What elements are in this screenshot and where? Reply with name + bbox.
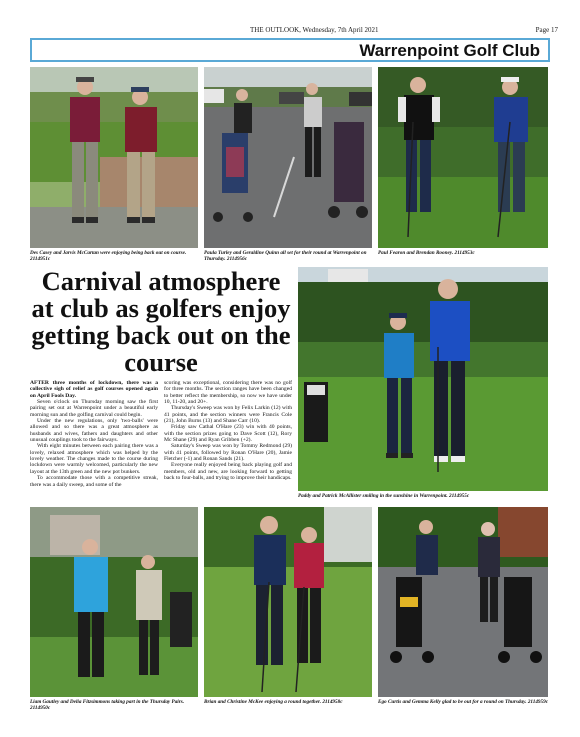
- caption-photo2: Paula Turley and Geraldine Quinn all set for their round at Warrenpoint on Thursday. 2114956c: [204, 250, 367, 263]
- article-paragraph: To accommodate those with a competitive streak, there was a daily sweep, and some of the: [30, 475, 158, 488]
- article-paragraph: Thursday's Sweep was won by Felix Larkin (12) with 41 points, and the section winners were Francis Cole (21), John Burns (13) and Shane Carr (10).: [164, 405, 292, 425]
- caption-photo7: Ego Curtis and Gemma Kelly glad to be out for a round on Thursday. 2114959c: [378, 699, 549, 705]
- section-banner: [30, 38, 550, 62]
- caption-photo3: Paul Fearon and Brendan Rooney. 2114953c: [378, 250, 475, 256]
- article-paragraph: With eight minutes between each pairing there was a lovely, relaxed atmosphere which was helped by the lovely weather. The changes made to the course during lockdown were warmly welcomed, particularly the new layout at the 13th green and the new pot bunkers.: [30, 443, 158, 475]
- article-column-2: [164, 380, 292, 482]
- photo-gautley-fitzsimmons: [30, 507, 198, 697]
- article-column-1: [30, 380, 158, 488]
- photo-turley-quinn: [204, 67, 372, 248]
- banner-title: Warrenpoint Golf Club: [359, 41, 540, 60]
- article-lead: AFTER three months of lockdown, there was a collective sigh of relief as golf courses opened again on April Fools Day.: [30, 380, 158, 399]
- caption-photo1: Des Casey and Jarvis McCartan were enjoying being back out on course. 2114951c: [30, 250, 187, 263]
- photo-mcallister: [298, 267, 548, 491]
- article-paragraph: Seven o'clock on Thursday morning saw the first pairing set out at Warrenpoint under a beautiful early morning sun and the golfing carnival could begin.: [30, 399, 158, 418]
- page-number: Page 17: [535, 26, 558, 34]
- caption-photo5: Liam Gautley and Delia Fitzsimmons taking part in the Thursday Pairs. 2114950c: [30, 699, 185, 712]
- photo-mckee: [204, 507, 372, 697]
- article-paragraph: Saturday's Sweep was won by Tommy Redmond (29) with 41 points, followed by Ronan O'Hare (20), Jamie Fletcher (-1) and Ronan Sands (21).: [164, 443, 292, 463]
- article-paragraph: Friday saw Cathal O'Hare (23) win with 40 points, with the section prizes going to Dave Scott (12), Rory Mc Shane (29) and Ryan Gribben (+2).: [164, 424, 292, 444]
- article-paragraph: Under the new regulations, only 'two-balls' were allowed and so there was a great atmosphere as husbands and wives, fathers and daughters and other unusual couplings took to the fairways.: [30, 418, 158, 444]
- photo-fearon-rooney: [378, 67, 548, 248]
- article-paragraph: Everyone really enjoyed being back playing golf and members, old and new, are looking forward to getting back to four-balls, and trying to improve their handicaps.: [164, 462, 292, 482]
- article-headline: Carnival atmosphere at club as golfers enjoy getting back out on the course: [31, 266, 291, 377]
- photo-casey-mccartan: [30, 67, 198, 248]
- publication-line: THE OUTLOOK, Wednesday, 7th April 2021: [250, 26, 379, 34]
- caption-photo4: Paddy and Patrick McAllister smiling in the sunshine in Warrenpoint. 2114955c: [298, 493, 470, 499]
- article-paragraph: scoring was exceptional, considering there was no golf for three months. The section ranges have been changed to better reflect the membership, so now we have under 10, 11-20, and 20+.: [164, 380, 292, 406]
- caption-photo6: Brian and Christine McKee enjoying a round together. 2114958c: [204, 699, 343, 705]
- photo-curtis-kelly: [378, 507, 548, 697]
